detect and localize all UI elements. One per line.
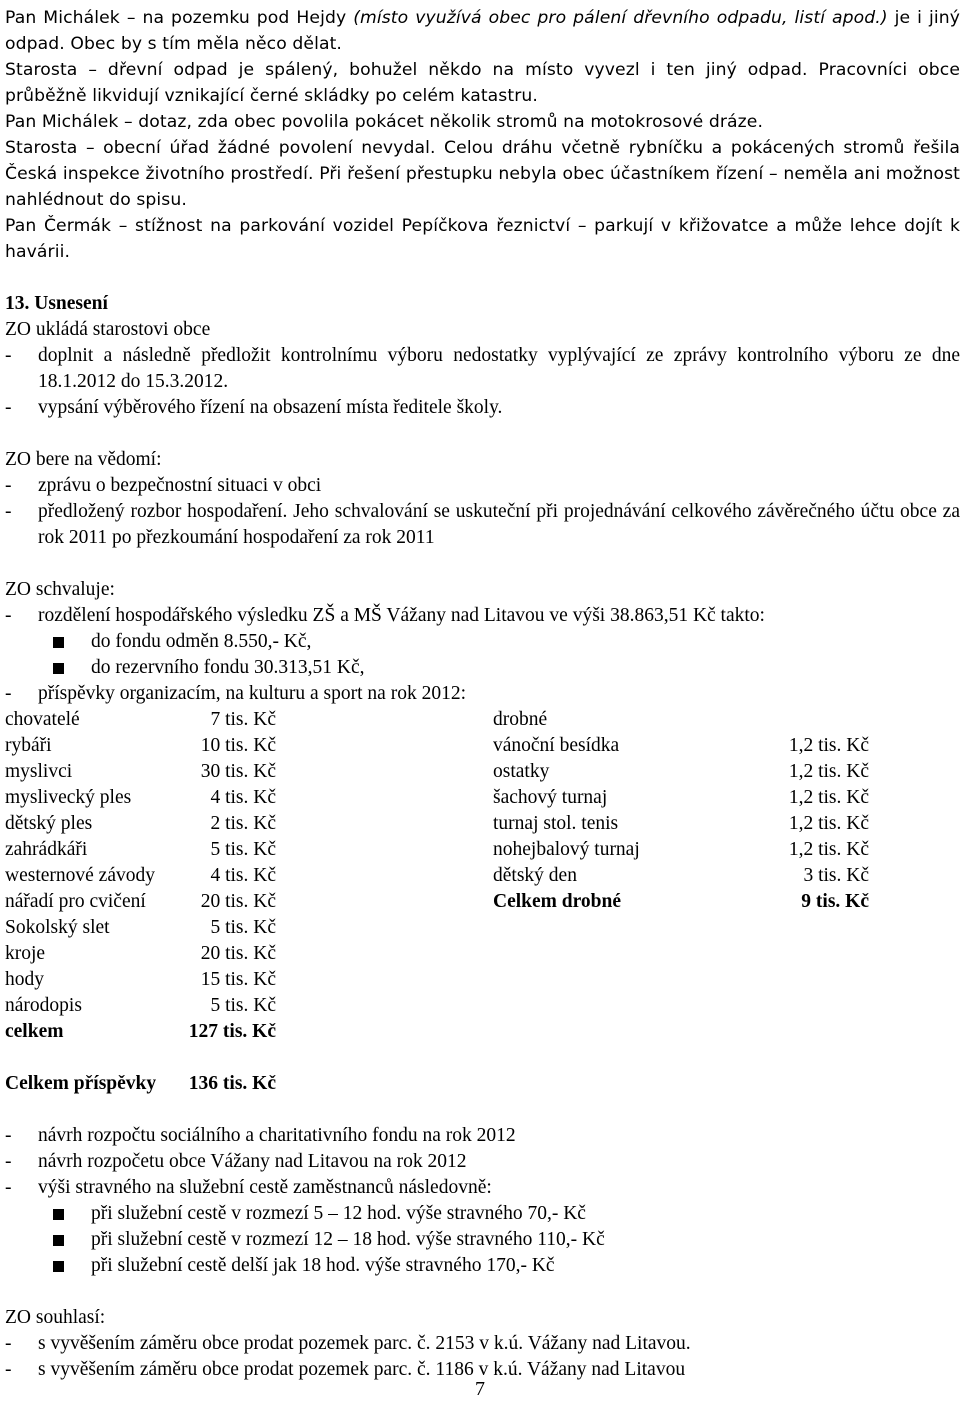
souhlasi-item: - s vyvěšením záměru obce prodat pozemek parc. č. 2153 v k.ú. Vážany nad Litavou. — [5, 1333, 691, 1354]
table-row: hody 15 tis. Kč — [5, 969, 276, 990]
schvaluje-item: - rozdělení hospodářského výsledku ZŠ a MŠ Vážany nad Litavou ve výši 38.863,51 Kč takto: — [5, 605, 765, 626]
souhlasi-heading: ZO souhlasí: — [5, 1307, 106, 1328]
schvaluje-item: - návrh rozpočetu obce Vážany nad Litavou na rok 2012 — [5, 1151, 467, 1172]
square-bullet-icon — [53, 637, 64, 648]
discussion-notes — [5, 5, 960, 265]
schvaluje-heading: ZO schvaluje: — [5, 579, 115, 600]
page-number: 7 — [475, 1378, 485, 1400]
section-title: 13. Usnesení — [5, 293, 108, 314]
table-row: zahrádkáři 5 tis. Kč nohejbalový turnaj 1,2 tis. Kč — [5, 839, 869, 860]
note-michalek-2: Pan Michálek – dotaz, zda obec povolila pokácet několik stromů na motokrosové dráze. — [5, 112, 764, 132]
souhlasi-item: - s vyvěšením záměru obce prodat pozemek parc. č. 1186 v k.ú. Vážany nad Litavou — [5, 1359, 686, 1380]
square-bullet-icon — [53, 1235, 64, 1246]
table-row: myslivecký ples 4 tis. Kč šachový turnaj 1,2 tis. Kč — [5, 787, 869, 808]
uklada-item: - doplnit a následně předložit kontrolnímu výboru nedostatky vyplývající ze zprávy kontrolního výboru ze dne 18.1.2012 do 15.3.2012. — [5, 345, 960, 392]
square-bullet-icon — [53, 1261, 64, 1272]
table-row: Sokolský slet 5 tis. Kč — [5, 917, 276, 938]
document-page — [5, 5, 960, 1383]
bullet-item: při služební cestě delší jak 18 hod. výše stravného 170,- Kč — [5, 1253, 960, 1279]
table-row: kroje 20 tis. Kč — [5, 943, 276, 964]
square-bullet-icon — [53, 663, 64, 674]
schvaluje-item: - příspěvky organizacím, na kulturu a sport na rok 2012: — [5, 683, 467, 704]
grand-total-row: Celkem příspěvky 136 tis. Kč — [5, 1073, 276, 1094]
table-row: rybáři 10 tis. Kč vánoční besídka 1,2 tis. Kč — [5, 735, 869, 756]
schvaluje-item: - výši stravného na služební cestě zaměstnanců následovně: — [5, 1177, 492, 1198]
note-starosta-2: Starosta – obecní úřad žádné povolení nevydal. Celou dráhu včetně rybníčku a pokácených stromů řešila Česká inspekce životního prostředí. Při řešení přestupku nebyla obec účastníkem řízení – neměla ani možnost nahlédnout do spisu. — [5, 138, 960, 210]
schvaluje-item: - návrh rozpočtu sociálního a charitativního fondu na rok 2012 — [5, 1125, 516, 1146]
uklada-item: - vypsání výběrového řízení na obsazení místa ředitele školy. — [5, 397, 503, 418]
bere-heading: ZO bere na vědomí: — [5, 449, 162, 470]
note-michalek-1: Pan Michálek – na pozemku pod Hejdy (místo využívá obec pro pálení dřevního odpadu, listí apod.) je i jiný odpad. Obec by s tím měla něco dělat. — [5, 8, 960, 54]
bullet-item: při služební cestě v rozmezí 12 – 18 hod. výše stravného 110,- Kč — [5, 1227, 960, 1253]
uklada-heading: ZO ukládá starostovi obce — [5, 319, 211, 340]
bere-item: - předložený rozbor hospodaření. Jeho schvalování se uskuteční při projednávání celkového závěrečného účtu obce za rok 2011 po přezkoumání hospodaření za rok 2011 — [5, 501, 960, 548]
note-cermak: Pan Čermák – stížnost na parkování vozidel Pepíčkova řeznictví – parkují v křižovatce a může lehce dojít k havárii. — [5, 216, 960, 262]
table-row: národopis 5 tis. Kč — [5, 995, 276, 1016]
contributions-table — [5, 707, 960, 1045]
bullet-item: do fondu odměn 8.550,- Kč, — [5, 629, 960, 655]
table-row: dětský ples 2 tis. Kč turnaj stol. tenis 1,2 tis. Kč — [5, 813, 869, 834]
table-row: nářadí pro cvičení 20 tis. Kč Celkem drobné 9 tis. Kč — [5, 891, 869, 912]
bullet-item: při služební cestě v rozmezí 5 – 12 hod. výše stravného 70,- Kč — [5, 1201, 960, 1227]
bullet-item: do rezervního fondu 30.313,51 Kč, — [5, 655, 960, 681]
square-bullet-icon — [53, 1209, 64, 1220]
table-row: myslivci 30 tis. Kč ostatky 1,2 tis. Kč — [5, 761, 869, 782]
note-starosta-1: Starosta – dřevní odpad je spálený, bohužel někdo na místo vyvezl i ten jiný odpad. Pracovníci obce průběžně likvidují vznikající černé skládky po celém katastru. — [5, 60, 960, 106]
table-total-row: celkem 127 tis. Kč — [5, 1021, 276, 1042]
table-row: chovatelé 7 tis. Kč drobné — [5, 709, 548, 730]
bere-item: - zprávu o bezpečnostní situaci v obci — [5, 475, 322, 496]
table-row: westernové závody 4 tis. Kč dětský den 3 tis. Kč — [5, 865, 869, 886]
